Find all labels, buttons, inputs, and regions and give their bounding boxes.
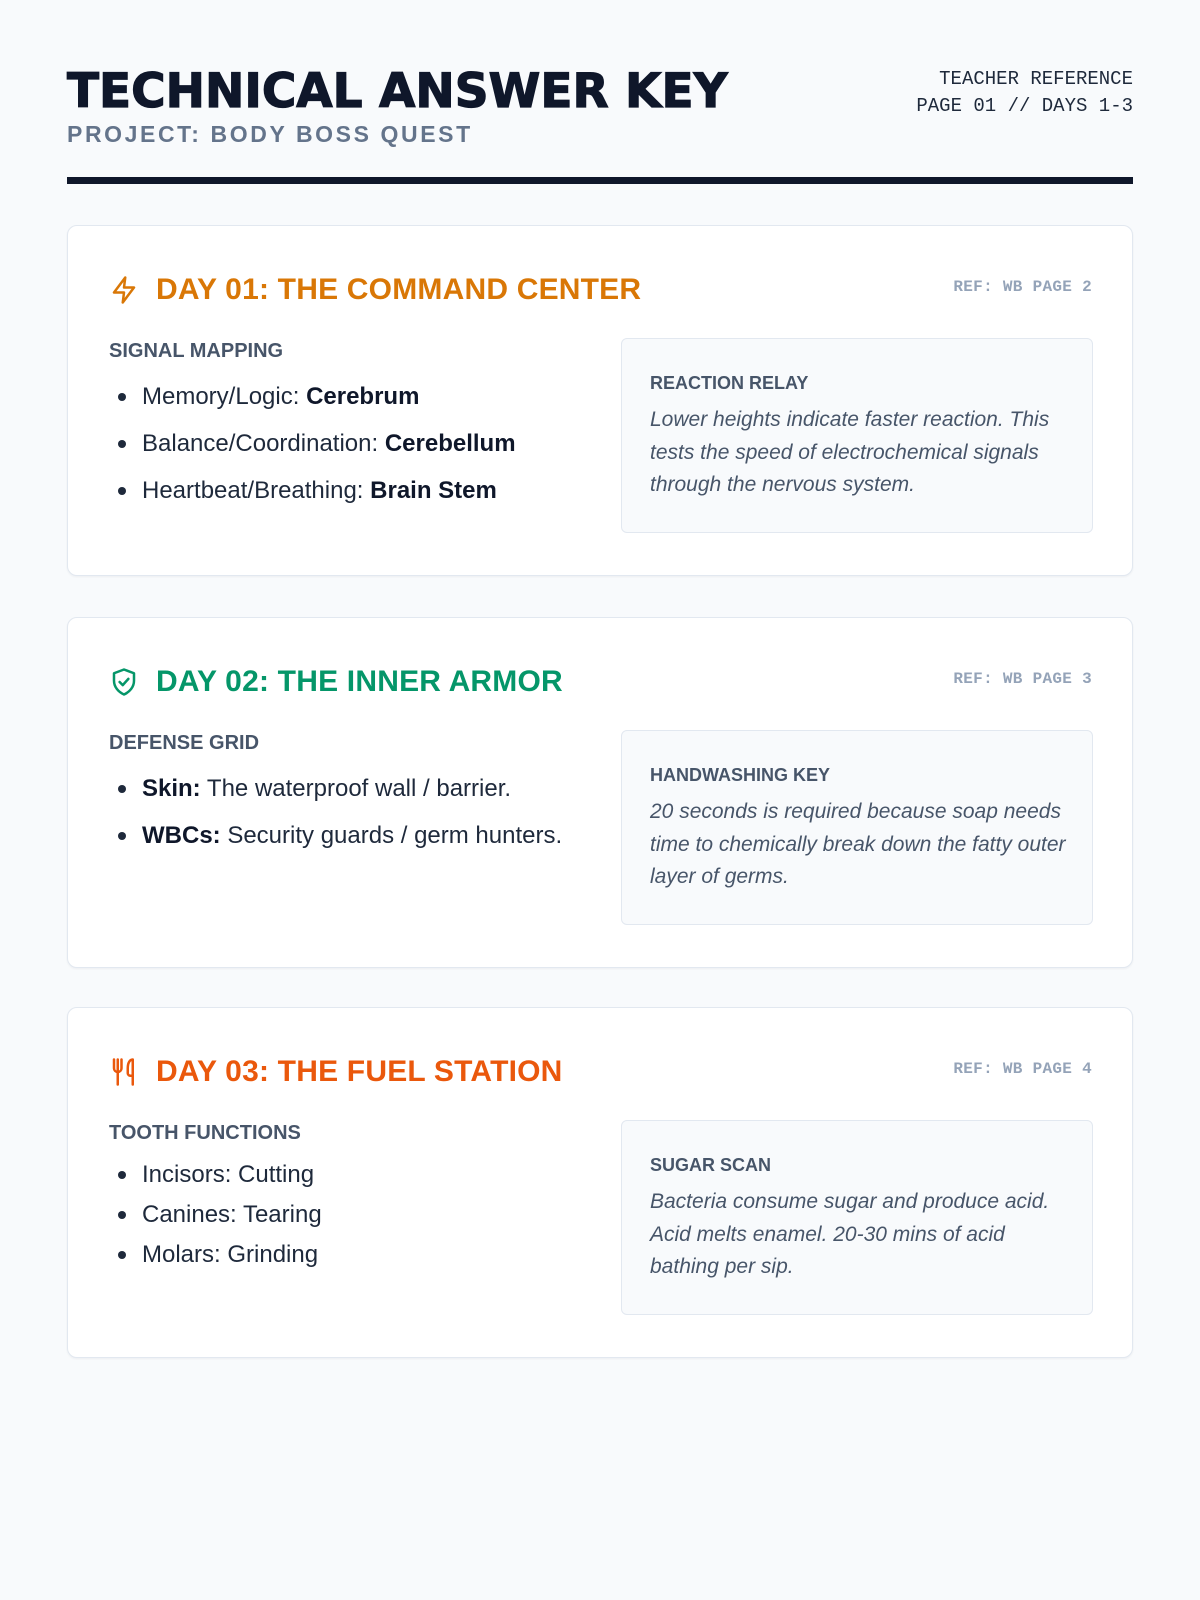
day-card-2	[67, 617, 1133, 968]
list-item: Memory/Logic: Cerebrum	[109, 373, 589, 420]
utensils-icon	[109, 1055, 140, 1089]
header-meta	[916, 66, 1133, 120]
answer-column	[109, 731, 589, 859]
day-card-1	[67, 225, 1133, 576]
list-item: Heartbeat/Breathing: Brain Stem	[109, 467, 589, 514]
answer-list	[109, 765, 589, 859]
page-subtitle: PROJECT: BODY BOSS QUEST	[67, 121, 473, 147]
list-item: Canines: Tearing	[109, 1195, 589, 1235]
workbook-ref: REF: WB PAGE 3	[953, 670, 1092, 688]
answer-list	[109, 373, 589, 514]
answer-column	[109, 1121, 589, 1275]
section-label: TOOTH FUNCTIONS	[109, 1122, 301, 1144]
card-title: DAY 01: THE COMMAND CENTER	[156, 273, 642, 306]
meta-page: PAGE 01 // DAYS 1-3	[916, 95, 1133, 117]
shield-check-icon	[109, 665, 140, 699]
card-header	[109, 1052, 1092, 1092]
answer-key-page	[67, 0, 1133, 1278]
answer-list	[109, 1155, 589, 1275]
workbook-ref: REF: WB PAGE 4	[953, 1060, 1092, 1078]
note-box	[621, 1120, 1093, 1315]
workbook-ref: REF: WB PAGE 2	[953, 278, 1092, 296]
note-label: REACTION RELAY	[650, 373, 809, 393]
card-title: DAY 03: THE FUEL STATION	[156, 1055, 563, 1088]
list-item: Incisors: Cutting	[109, 1155, 589, 1195]
note-box	[621, 730, 1093, 925]
list-item: Balance/Coordination: Cerebellum	[109, 420, 589, 467]
list-item: Skin: The waterproof wall / barrier.	[109, 765, 589, 812]
note-label: SUGAR SCAN	[650, 1155, 772, 1175]
answer-column	[109, 339, 589, 514]
section-label: SIGNAL MAPPING	[109, 340, 284, 362]
note-label: HANDWASHING KEY	[650, 765, 831, 785]
day-card-3	[67, 1007, 1133, 1358]
section-label: DEFENSE GRID	[109, 732, 260, 754]
note-box	[621, 338, 1093, 533]
meta-reference: TEACHER REFERENCE	[939, 68, 1133, 90]
card-header	[109, 270, 1092, 310]
header-divider	[67, 177, 1133, 184]
note-text: Bacteria consume sugar and produce acid. Acid melts enamel. 20-30 mins of acid bathing per sip.	[650, 1190, 1050, 1278]
card-title: DAY 02: THE INNER ARMOR	[156, 665, 563, 698]
note-text: Lower heights indicate faster reaction. This tests the speed of electrochemical signals through the nervous system.	[650, 408, 1050, 496]
page-title: TECHNICAL ANSWER KEY	[67, 64, 728, 119]
lightning-bolt-icon	[109, 273, 140, 307]
list-item: Molars: Grinding	[109, 1235, 589, 1275]
list-item: WBCs: Security guards / germ hunters.	[109, 812, 589, 859]
card-header	[109, 662, 1092, 702]
page-header	[67, 0, 1133, 184]
note-text: 20 seconds is required because soap needs time to chemically break down the fatty outer layer of germs.	[650, 800, 1066, 888]
